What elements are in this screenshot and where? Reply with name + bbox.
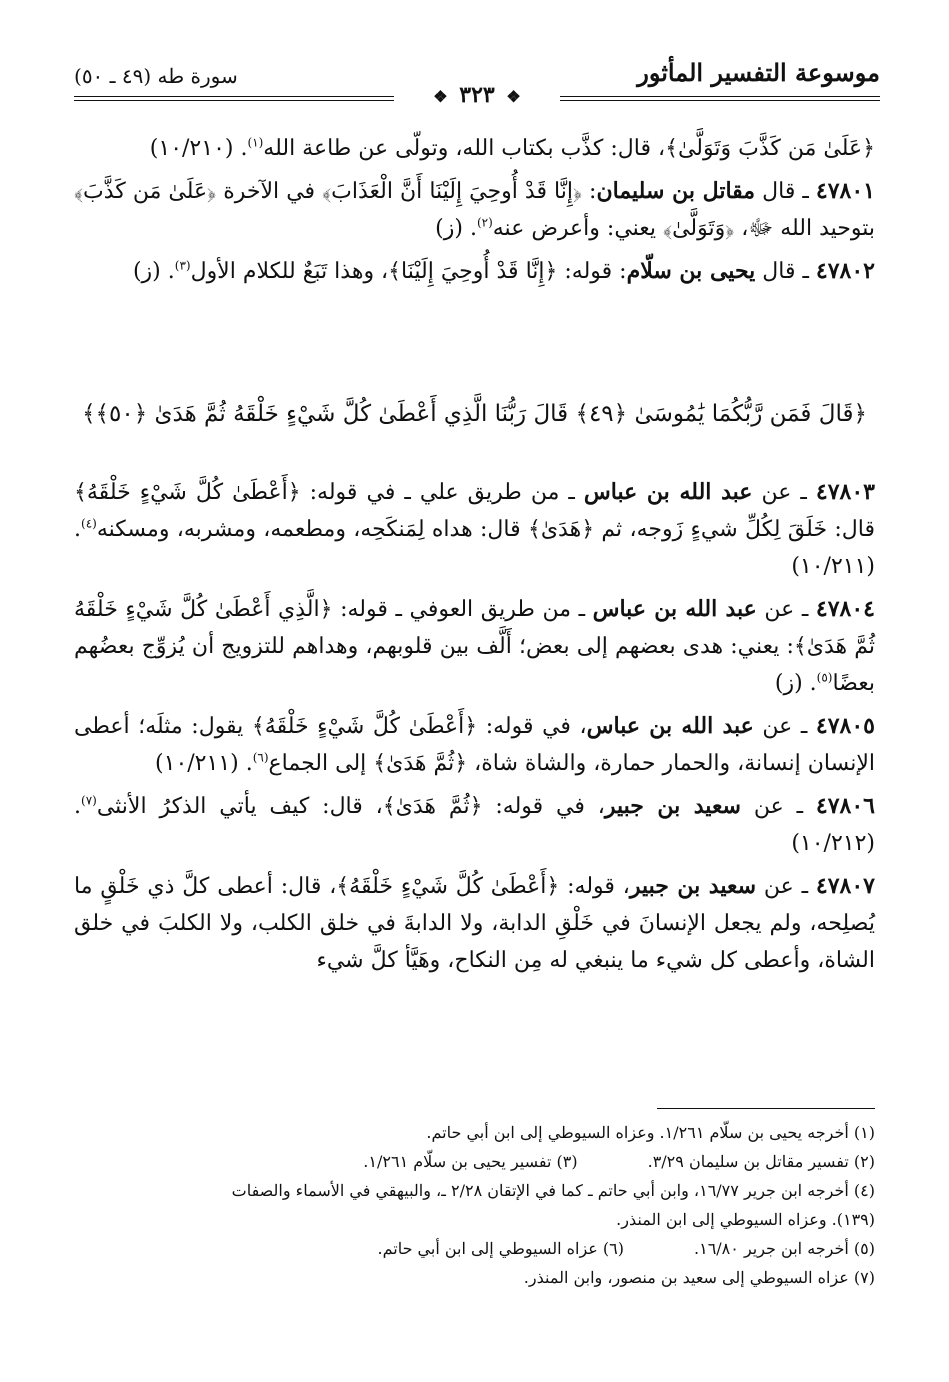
narrator-name: سعيد بن جبير bbox=[604, 793, 741, 819]
narration-number: ٤٧٨٠٣ bbox=[815, 479, 875, 505]
narration-number: ٤٧٨٠٧ bbox=[815, 873, 875, 899]
paragraph-continuation bbox=[74, 130, 875, 167]
ornament-icon: ❖ bbox=[433, 87, 448, 106]
footnote-ref[interactable]: (٣) bbox=[174, 258, 191, 273]
narration-47803 bbox=[74, 474, 875, 585]
footnote-4: (٤) أخرجه ابن جرير ١٦/٧٧، وابن أبي حاتم ـ كما في الإتقان ٢/٢٨ ـ، والبيهقي في الأسماء والصفات bbox=[231, 1181, 875, 1200]
footnote-3: (٣) تفسير يحيى بن سلّام ١/٢٦١. bbox=[363, 1152, 578, 1171]
narration-47804 bbox=[74, 591, 875, 702]
footnote-ref[interactable]: (٥) bbox=[816, 670, 833, 685]
footnotes bbox=[74, 1118, 875, 1292]
paragraph-text: ﴿عَلَىٰ مَن كَذَّبَ وَتَوَلَّىٰ﴾، قال: كذَّب بكتاب الله، وتولّى عن طاعة الله bbox=[263, 136, 875, 161]
narration-lead: ـ قال bbox=[755, 259, 816, 284]
narration-number: ٤٧٨٠٤ bbox=[815, 596, 875, 622]
narration-lead: ـ عن bbox=[752, 480, 816, 505]
narrator-name: عبد الله بن عباس bbox=[592, 596, 757, 622]
book-title: موسوعة التفسير المأثور bbox=[637, 58, 880, 87]
main-text bbox=[74, 474, 875, 985]
volume-ref: . (ز) bbox=[774, 671, 817, 696]
volume-ref: . (ز) bbox=[435, 216, 477, 241]
volume-ref: . (١٠/٢١٢) bbox=[74, 794, 875, 856]
narration-47802 bbox=[74, 253, 875, 290]
footnote-ref[interactable]: (٧) bbox=[81, 793, 97, 808]
footnote-6: (٦) عزاه السيوطي إلى ابن أبي حاتم. bbox=[377, 1239, 624, 1258]
narration-47806 bbox=[74, 788, 875, 862]
narration-lead: ـ عن bbox=[756, 597, 816, 622]
narrator-name: عبد الله بن عباس bbox=[586, 713, 754, 739]
footnote-1: (١) أخرجه يحيى بن سلّام ١/٢٦١. وعزاه السيوطي إلى ابن أبي حاتم. bbox=[426, 1123, 875, 1142]
narration-47807 bbox=[74, 868, 875, 979]
paragraph-text: ـ من طريق علي ـ في قوله: ﴿أَعْطَىٰ كُلَّ شَيْءٍ خَلْقَهُ﴾ قال: خَلَقَ لِكُلِّ شيءٍ زَوجه، ثم ﴿هَدَىٰ﴾ قال: هداه لِمَنكَحِه، ومطعمه، ومشربه، ومسكنه bbox=[74, 480, 875, 542]
footnote-separator bbox=[657, 1108, 875, 1109]
footnote-row bbox=[74, 1147, 875, 1176]
footnote-row bbox=[74, 1234, 875, 1263]
footnote-5: (٥) أخرجه ابن جرير ١٦/٨٠. bbox=[694, 1239, 875, 1258]
surah-label: سورة طه (٤٩ ـ ٥٠) bbox=[74, 64, 238, 88]
narration-lead: ـ عن bbox=[741, 794, 816, 819]
narrator-name: مقاتل بن سليمان bbox=[596, 178, 756, 204]
volume-ref: . (١٠/٢١١) bbox=[74, 517, 875, 579]
page-number: ٣٢٣ bbox=[459, 82, 495, 108]
paragraph-text: ، في قوله: ﴿أَعْطَىٰ كُلَّ شَيْءٍ خَلْقَهُ﴾ يقول: مثلَه؛ أعطى الإنسان إنسانة، والحمار حمارة، والشاة شاة، ﴿ثُمَّ هَدَىٰ﴾ إلى الجماع bbox=[74, 714, 875, 776]
top-text bbox=[74, 130, 875, 296]
narration-number: ٤٧٨٠١ bbox=[815, 178, 875, 204]
paragraph-text: ، قوله: ﴿أَعْطَىٰ كُلَّ شَيْءٍ خَلْقَهُ﴾، قال: أعطى كلَّ ذي خَلْقٍ ما يُصلِحه، ولم يجعل الإنسانَ في خَلْقِ الدابة، ولا الدابةَ في خلق الكلب، ولا الكلبَ في خلق الشاة، وأعطى كل شيء ما ينبغي له مِن النكاح، وهَيَّأ كلَّ شيء bbox=[74, 874, 875, 973]
footnote-ref[interactable]: (١) bbox=[247, 135, 264, 150]
narrator-name: سعيد بن جبير bbox=[629, 873, 757, 899]
narrator-name: عبد الله بن عباس bbox=[583, 479, 753, 505]
paragraph-text: : ﴿إِنَّا قَدْ أُوحِيَ إِلَيْنَا أَنَّ الْعَذَابَ﴾ في الآخرة ﴿عَلَىٰ مَن كَذَّبَ﴾ بتوحيد الله ﷻ، ﴿وَتَوَلَّىٰ﴾ يعني: وأعرض عنه bbox=[74, 179, 875, 241]
paragraph-text: : قوله: ﴿إِنَّا قَدْ أُوحِيَ إِلَيْنَا﴾، وهذا تَبَعٌ للكلام الأول bbox=[190, 259, 627, 284]
footnote-ref[interactable]: (٢) bbox=[476, 215, 493, 230]
footnote-4-cont: (١٣٩). وعزاه السيوطي إلى ابن المنذر. bbox=[616, 1210, 875, 1229]
page-header bbox=[74, 52, 880, 112]
volume-ref: . (١٠/٢١١) bbox=[155, 751, 253, 776]
narration-number: ٤٧٨٠٦ bbox=[815, 793, 875, 819]
ornament-icon: ❖ bbox=[506, 87, 521, 106]
footnote-7: (٧) عزاه السيوطي إلى سعيد بن منصور، وابن المنذر. bbox=[523, 1268, 875, 1287]
narration-lead: ـ عن bbox=[753, 714, 816, 739]
narration-lead: ـ قال bbox=[755, 179, 816, 204]
footnote-ref[interactable]: (٦) bbox=[252, 750, 269, 765]
narration-number: ٤٧٨٠٥ bbox=[815, 713, 875, 739]
volume-ref: . (١٠/٢١٠) bbox=[149, 136, 248, 161]
narration-number: ٤٧٨٠٢ bbox=[815, 258, 875, 284]
narration-47805 bbox=[74, 708, 875, 782]
volume-ref: . (ز) bbox=[132, 259, 175, 284]
quran-verse: ﴿قَالَ فَمَن رَّبُّكُمَا يَٰمُوسَىٰ ﴿٤٩﴾ قَالَ رَبُّنَا الَّذِي أَعْطَىٰ كُلَّ شَيْءٍ خَلْقَهُ ثُمَّ هَدَىٰ ﴿٥٠﴾﴾ bbox=[82, 401, 867, 427]
narration-lead: ـ عن bbox=[756, 874, 816, 899]
footnote-ref[interactable]: (٤) bbox=[81, 516, 97, 531]
paragraph-text: ، في قوله: ﴿ثُمَّ هَدَىٰ﴾، قال: كيف يأتي الذكرُ الأنثى bbox=[96, 794, 605, 819]
footnote-2: (٢) تفسير مقاتل بن سليمان ٣/٢٩. bbox=[647, 1152, 875, 1171]
narrator-name: يحيى بن سلّام bbox=[626, 258, 756, 284]
narration-47801 bbox=[74, 173, 875, 247]
paragraph-text: ـ من طريق العوفي ـ قوله: ﴿الَّذِي أَعْطَىٰ كُلَّ شَيْءٍ خَلْقَهُ ثُمَّ هَدَىٰ﴾: يعني: هدى بعضهم إلى بعض؛ أَلَّف بين قلوبهم، وهداهم للتزويج أن يُزوِّج بعضُهم بعضًا bbox=[74, 597, 875, 696]
